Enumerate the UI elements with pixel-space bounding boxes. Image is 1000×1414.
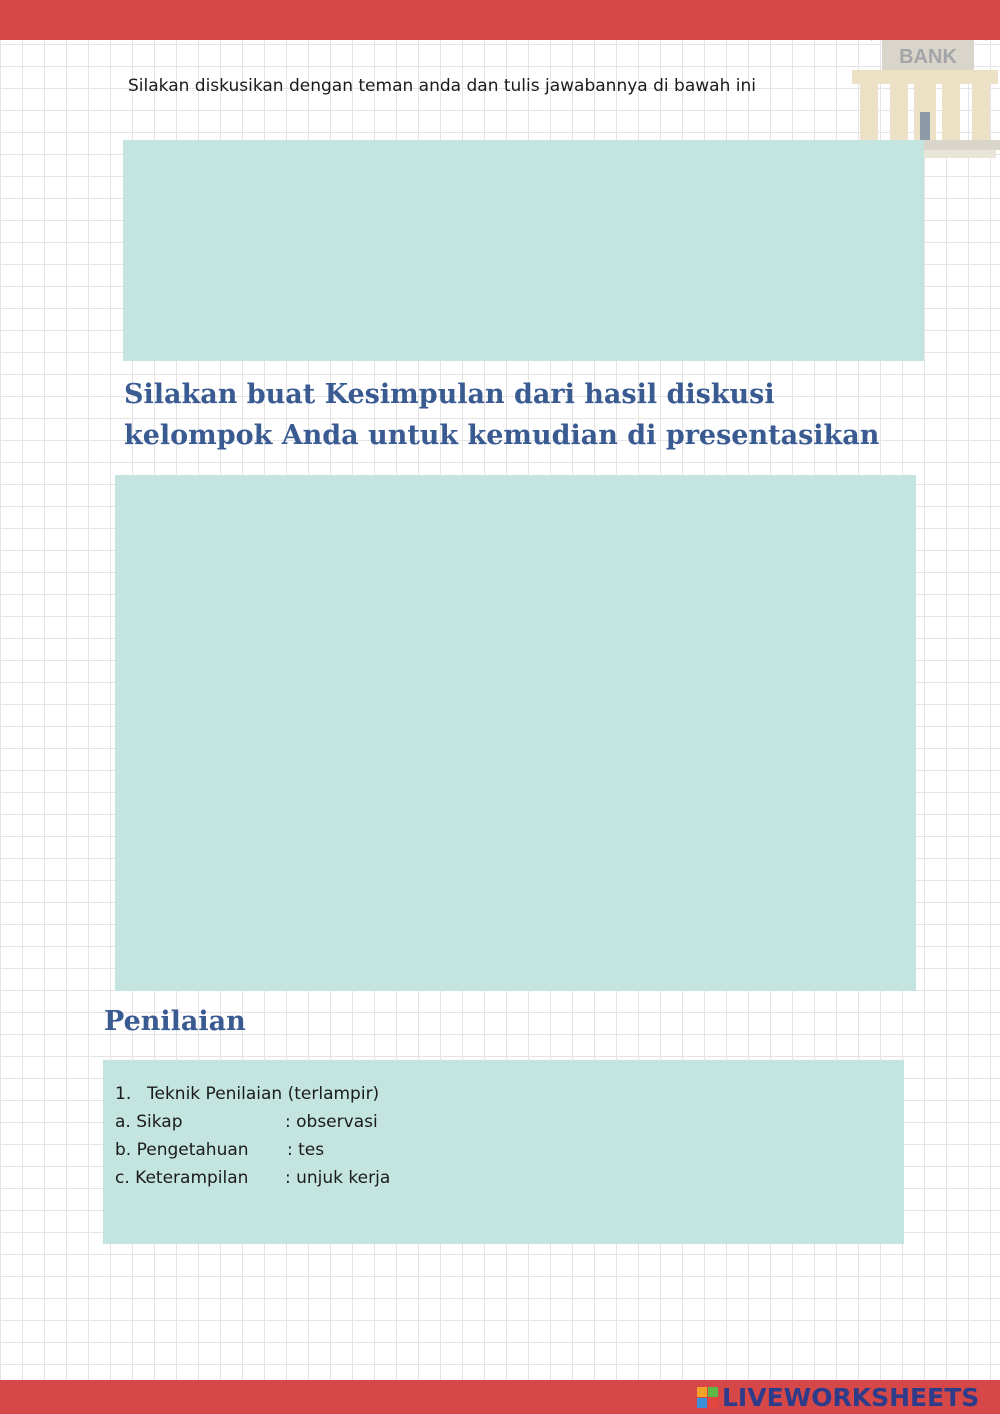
row-value: : observasi (285, 1112, 378, 1132)
liveworksheets-brand[interactable] (697, 1382, 979, 1412)
brand-name: LIVEWORKSHEETS (722, 1382, 980, 1412)
assessment-item-title (115, 1080, 390, 1108)
assessment-list (115, 1080, 390, 1192)
item-title: Teknik Penilaian (terlampir) (147, 1084, 380, 1104)
row-value: : tes (287, 1140, 325, 1160)
assessment-heading: Penilaian (104, 1006, 246, 1037)
conclusion-box[interactable] (115, 475, 916, 991)
assessment-row (115, 1136, 390, 1164)
assessment-row (115, 1108, 390, 1136)
row-label: c. Keterampilan (115, 1168, 249, 1188)
assessment-row (115, 1164, 390, 1192)
conclusion-heading (124, 374, 924, 456)
row-value: : unjuk kerja (285, 1168, 391, 1188)
answer-box[interactable] (123, 140, 924, 361)
instruction-text: Silakan diskusikan dengan teman anda dan tulis jawabannya di bawah ini (128, 76, 756, 96)
conclusion-heading-line2: kelompok Anda untuk kemudian di presentasikan (124, 420, 880, 451)
conclusion-heading-line1: Silakan buat Kesimpulan dari hasil diskusi (124, 379, 775, 410)
liveworksheets-logo-icon (697, 1387, 718, 1408)
row-label: a. Sikap (115, 1112, 183, 1132)
row-label: b. Pengetahuan (115, 1140, 249, 1160)
svg-text:BANK: BANK (899, 46, 957, 68)
item-number: 1. (115, 1084, 132, 1104)
